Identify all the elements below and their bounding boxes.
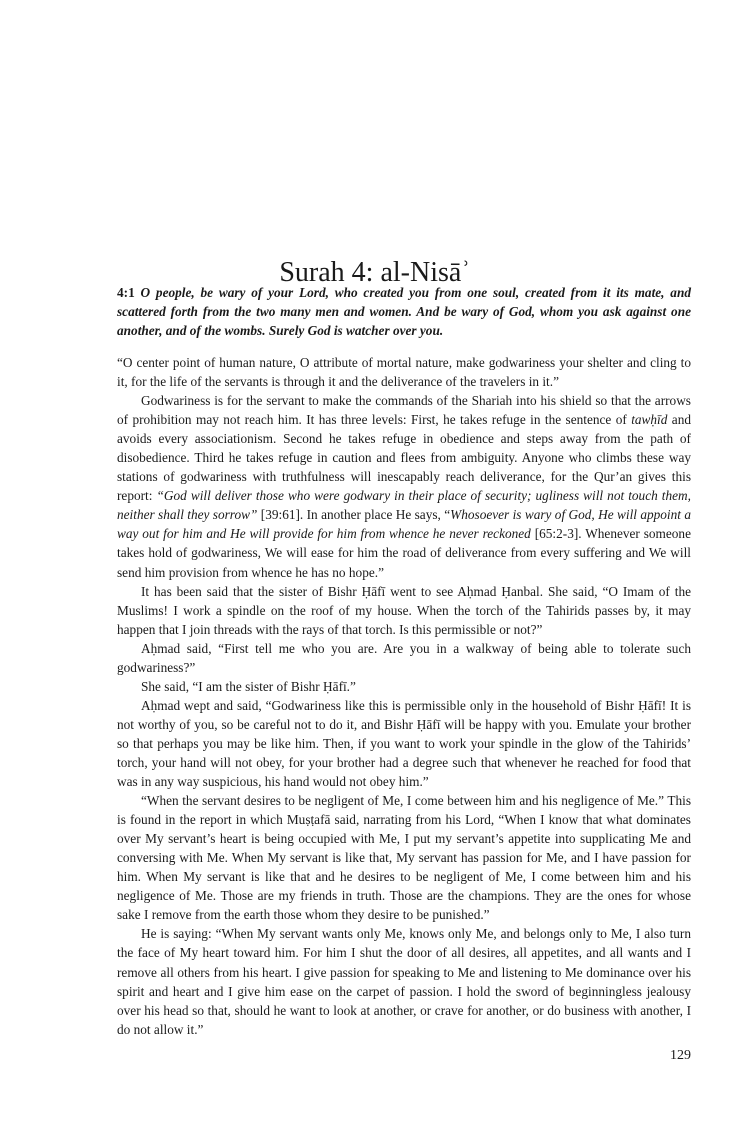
page-body <box>117 283 691 1039</box>
paragraph-3: It has been said that the sister of Bishr Ḥāfī went to see Aḥmad Ḥanbal. She said, “O Imam of the Muslims! I work a spindle on the roof of my house. When the torch of the Tahirids passes by, it may happen that I join threads with the rays of that torch. Is this permissible or not?” <box>117 583 691 637</box>
paragraph-8: He is saying: “When My servant wants only Me, knows only Me, and belongs only to Me, I also turn the face of My heart toward him. For him I shut the door of all desires, all appetites, and all wants and I remove all others from his heart. I give passion for speaking to Me and listening to Me dominance over his spirit and heart and I give him ease on the carpet of passion. I hold the sword of beginningless jealousy over his head so that, should he want to look at another, or crave for another, or do business with another, I do not allow it.” <box>117 926 691 1037</box>
paragraph-7: “When the servant desires to be negligent of Me, I come between him and his negligence of Me.” This is found in the report in which Muṣṭafā said, narrating from his Lord, “When I know that what dominates over My servant’s heart is being occupied with Me, I put my servant’s appetite into supplicating Me and conversing with Me. When My servant is like that, My servant has passion for Me, and I have passion for him. When My servant is like that and he desires to be negligent of Me, I come between him and his negligence of Me. Those are my friends in truth. Those are the champions. They are the ones for whose sake I remove from the earth those whom they desire to be punished.” <box>117 793 691 923</box>
paragraph-2-quote-2: Whosoever is wary of God, He will appoint a way out for him and He will provide for him from whence he never reckoned <box>117 507 691 542</box>
paragraph-1: “O center point of human nature, O attribute of mortal nature, make godwariness your shelter and cling to it, for the life of the servants is through it and the deliverance of the travelers in it.” <box>117 355 691 390</box>
paragraph-2-text-a: Godwariness is for the servant to make the commands of the Shariah into his shield so that the arrows of prohibition may not reach him. It has three levels: First, he takes refuge in the sentence of <box>117 393 691 428</box>
paragraph-6: Aḥmad wept and said, “Godwariness like this is permissible only in the household of Bishr Ḥāfī! It is not worthy of you, so be careful not to do it, and Bishr Ḥāfī will be happy with you. Emulate your brother so that perhaps you may be like him. Then, if you want to work your spindle in the glow of the Tahirids’ torch, your hand will not obey, for your brother had a degree such that whenever he reached for food that was in any way suspicious, his hand would not obey him.” <box>117 697 691 790</box>
page-number: 129 <box>670 1048 691 1063</box>
paragraph-2-term: tawḥīd <box>631 412 668 428</box>
paragraph-2 <box>117 391 691 581</box>
verse-text: O people, be wary of your Lord, who created you from one soul, created from it its mate, and scattered forth from the two many men and women. And be wary of God, whom you ask against one another, and of the wombs. Surely God is watcher over you. <box>117 285 691 338</box>
chapter-title: Surah 4: al-Nisāʾ <box>279 257 471 288</box>
paragraph-2-quote-1: “God will deliver those who were godwary in their place of security; ugliness will not touch them, neither shall they sorrow” <box>117 488 691 523</box>
paragraph-2-text-c: [39:61]. In another place He says, “ <box>257 507 451 523</box>
verse-block <box>117 283 691 340</box>
verse-number: 4:1 <box>117 285 135 300</box>
paragraph-2-text-d: [65:2-3]. Whenever someone takes hold of godwariness, We will ease for him the road of deliverance from every suffering and We will send him provision from whence he has no hope.” <box>117 526 691 580</box>
paragraph-5: She said, “I am the sister of Bishr Ḥāfī.” <box>141 678 356 694</box>
paragraph-4: Aḥmad said, “First tell me who you are. Are you in a walkway of being able to tolerate such godwariness?” <box>117 640 691 675</box>
paragraph-2-text-b: and avoids every associationism. Second he takes refuge in obedience and steps away from the path of disobedience. Third he takes refuge in caution and flees from ambiguity. Anyone who climbs these way stations of godwariness with truthfulness will inescapably reach deliverance, for the Qur’an gives this report: <box>117 412 691 504</box>
